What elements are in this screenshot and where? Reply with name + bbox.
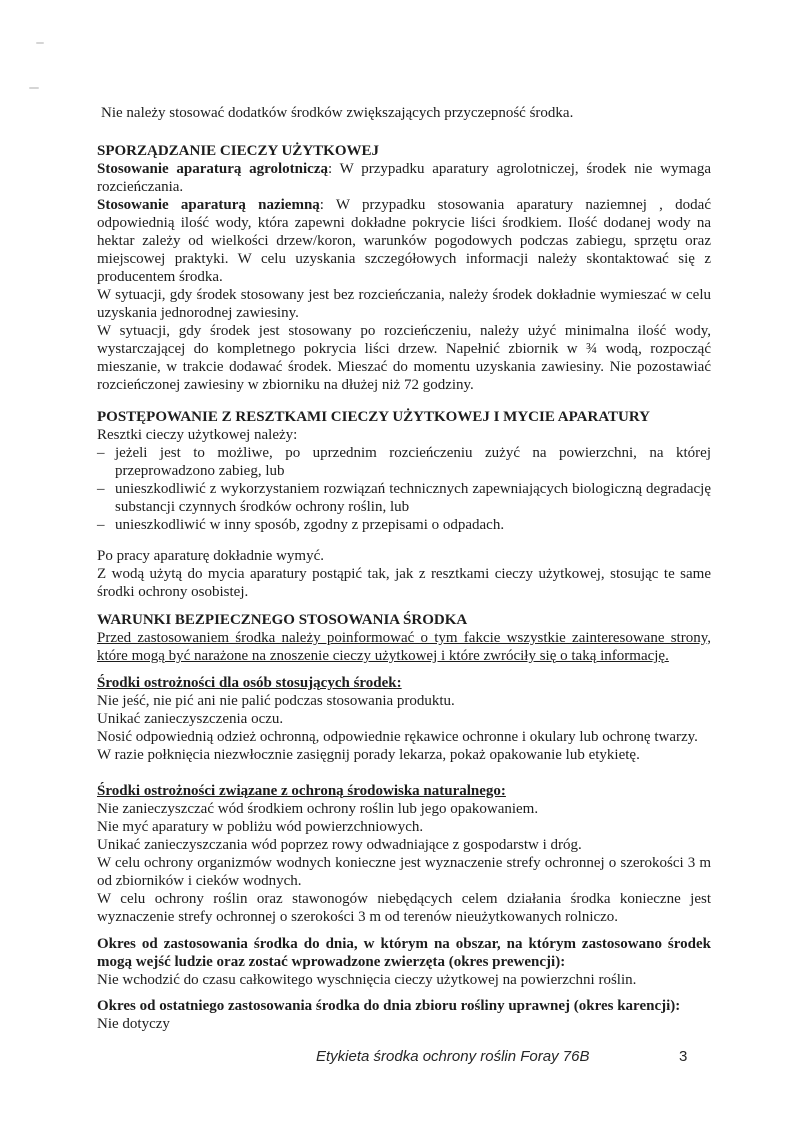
page-footer — [0, 1048, 800, 1070]
environment-line: W celu ochrony roślin oraz stawonogów niebędących celem działania środka konieczne jest wyznaczenie strefy ochronnej o szerokości 3 m od terenów nieużytkowanych rolniczo. — [97, 891, 711, 925]
paragraph-aparatura-agrolotnicza — [97, 160, 711, 196]
environment-line: Nie zanieczyszczać wód środkiem ochrony roślin lub jego opakowaniem. — [97, 801, 539, 817]
paragraph-lead: Stosowanie aparaturą agrolotniczą — [97, 161, 328, 177]
scan-artifact — [29, 87, 39, 89]
section-postepowanie — [97, 408, 711, 601]
section-srodki-osoby — [97, 674, 711, 764]
list-item-text: jeżeli jest to możliwe, po uprzednim rozcieńczeniu zużyć na powierzchni, na której przeprowadzono zabieg, lub — [115, 445, 711, 479]
section-warunki — [97, 611, 711, 665]
section-okres-prewencji — [97, 935, 711, 989]
section-sporzadzanie — [97, 142, 711, 394]
list-item — [97, 480, 711, 516]
section-srodki-srodowisko — [97, 782, 711, 926]
paragraph-warunki-underlined — [97, 629, 711, 665]
environment-line: W celu ochrony organizmów wodnych konieczne jest wyznaczenie strefy ochronnej o szerokości 3 m od zbiorników i cieków wodnych. — [97, 855, 711, 889]
list-item-text: unieszkodliwić w inny sposób, zgodny z przepisami o odpadach. — [115, 517, 505, 533]
paragraph-bez-rozcienczania: W sytuacji, gdy środek stosowany jest bez rozcieńczania, należy środek dokładnie wymieszać w celu uzyskania jednorodnej zawiesiny. — [97, 287, 711, 321]
list-item — [97, 516, 711, 534]
paragraph-text: : W przypadku stosowania aparatury naziemnej , dodać odpowiednią ilość wody, która zapewni dokładne pokrycie liści środkiem. Ilość dodanej wody na hektar zależy od wielkości drzew/koron, warunków pogodowych podczas zabiegu, sprzętu oraz miejscowej praktyki. W celu uzyskania szczegółowych informacji należy skontaktować się z producentem środka. — [97, 197, 711, 285]
paragraph-resztki-intro: Resztki cieczy użytkowej należy: — [97, 427, 298, 443]
environment-line: Unikać zanieczyszczania wód poprzez rowy odwadniające z gospodarstw i dróg. — [97, 837, 582, 853]
scan-artifact — [36, 42, 44, 44]
heading-srodki-osoby: Środki ostrożności dla osób stosujących środek: — [97, 675, 402, 691]
heading-postepowanie: POSTĘPOWANIE Z RESZTKAMI CIECZY UŻYTKOWEJ I MYCIE APARATURY — [97, 409, 651, 425]
paragraph-text: : W przypadku aparatury agrolotniczej, środek nie wymaga rozcieńczania. — [97, 161, 711, 195]
paragraph-po-pracy: Po pracy aparaturę dokładnie wymyć. — [97, 548, 324, 564]
paragraph-prewencja: Nie wchodzić do czasu całkowitego wyschnięcia cieczy użytkowej na powierzchni roślin. — [97, 972, 637, 988]
heading-okres-karencji: Okres od ostatniego zastosowania środka do dnia zbioru rośliny uprawnej (okres karencji): — [97, 998, 681, 1014]
dash-marker: – — [97, 445, 105, 461]
paragraph-po-rozcienczeniu: W sytuacji, gdy środek jest stosowany po rozcieńczeniu, należy użyć minimalna ilość wody, wystarczającej do kompletnego pokrycia liści drzew. Napełnić zbiornik w ¾ wodą, rozpocząć mieszanie, w trakcie dodawać środek. Mieszać do momentu uzyskania zawiesiny. Nie pozostawiać rozcieńczonej zawiesiny w zbiorniku na dłużej niż 72 godziny. — [97, 323, 711, 393]
paragraph-lead: Stosowanie aparaturą naziemną — [97, 197, 320, 213]
list-item — [97, 444, 711, 480]
environment-line: Nie myć aparatury w pobliżu wód powierzchniowych. — [97, 819, 424, 835]
heading-sporzadzanie: SPORZĄDZANIE CIECZY UŻYTKOWEJ — [97, 143, 379, 159]
paragraph-aparatura-naziemna — [97, 196, 711, 286]
dash-marker: – — [97, 517, 105, 533]
intro-paragraph: Nie należy stosować dodatków środków zwiększających przyczepność środka. — [101, 105, 574, 121]
paragraph-z-woda: Z wodą użytą do mycia aparatury postąpić tak, jak z resztkami cieczy użytkowej, stosując te same środki ochrony osobistej. — [97, 566, 711, 600]
heading-okres-prewencji: Okres od zastosowania środka do dnia, w którym na obszar, na którym zastosowano środek mogą wejść ludzie oraz zostać wprowadzone zwierzęta (okres prewencji): — [97, 936, 711, 970]
section-okres-karencji — [97, 997, 711, 1033]
list-item-text: unieszkodliwić z wykorzystaniem rozwiązań technicznych zapewniających biologiczną degradację substancji czynnych środków ochrony roślin, lub — [115, 481, 711, 515]
heading-warunki: WARUNKI BEZPIECZNEGO STOSOWANIA ŚRODKA — [97, 612, 468, 628]
precaution-line: Nie jeść, nie pić ani nie palić podczas stosowania produktu. — [97, 693, 455, 709]
page-content — [97, 104, 711, 1033]
footer-page-number: 3 — [679, 1048, 688, 1065]
dash-marker: – — [97, 481, 105, 497]
precaution-line: Unikać zanieczyszczenia oczu. — [97, 711, 284, 727]
heading-srodki-srodowisko: Środki ostrożności związane z ochroną środowiska naturalnego: — [97, 783, 506, 799]
underlined-text: Przed zastosowaniem środka należy poinformować o tym fakcie wszystkie zainteresowane strony, które mogą być narażone na znoszenie cieczy użytkowej i które zwróciły się o taką informację. — [97, 630, 711, 664]
precaution-line: Nosić odpowiednią odzież ochronną, odpowiednie rękawice ochronne i okulary lub ochronę twarzy. — [97, 729, 698, 745]
precaution-line: W razie połknięcia niezwłocznie zasięgnij porady lekarza, pokaż opakowanie lub etykietę. — [97, 747, 640, 763]
paragraph-karencja: Nie dotyczy — [97, 1016, 170, 1032]
footer-document-title: Etykieta środka ochrony roślin Foray 76B — [316, 1048, 590, 1065]
